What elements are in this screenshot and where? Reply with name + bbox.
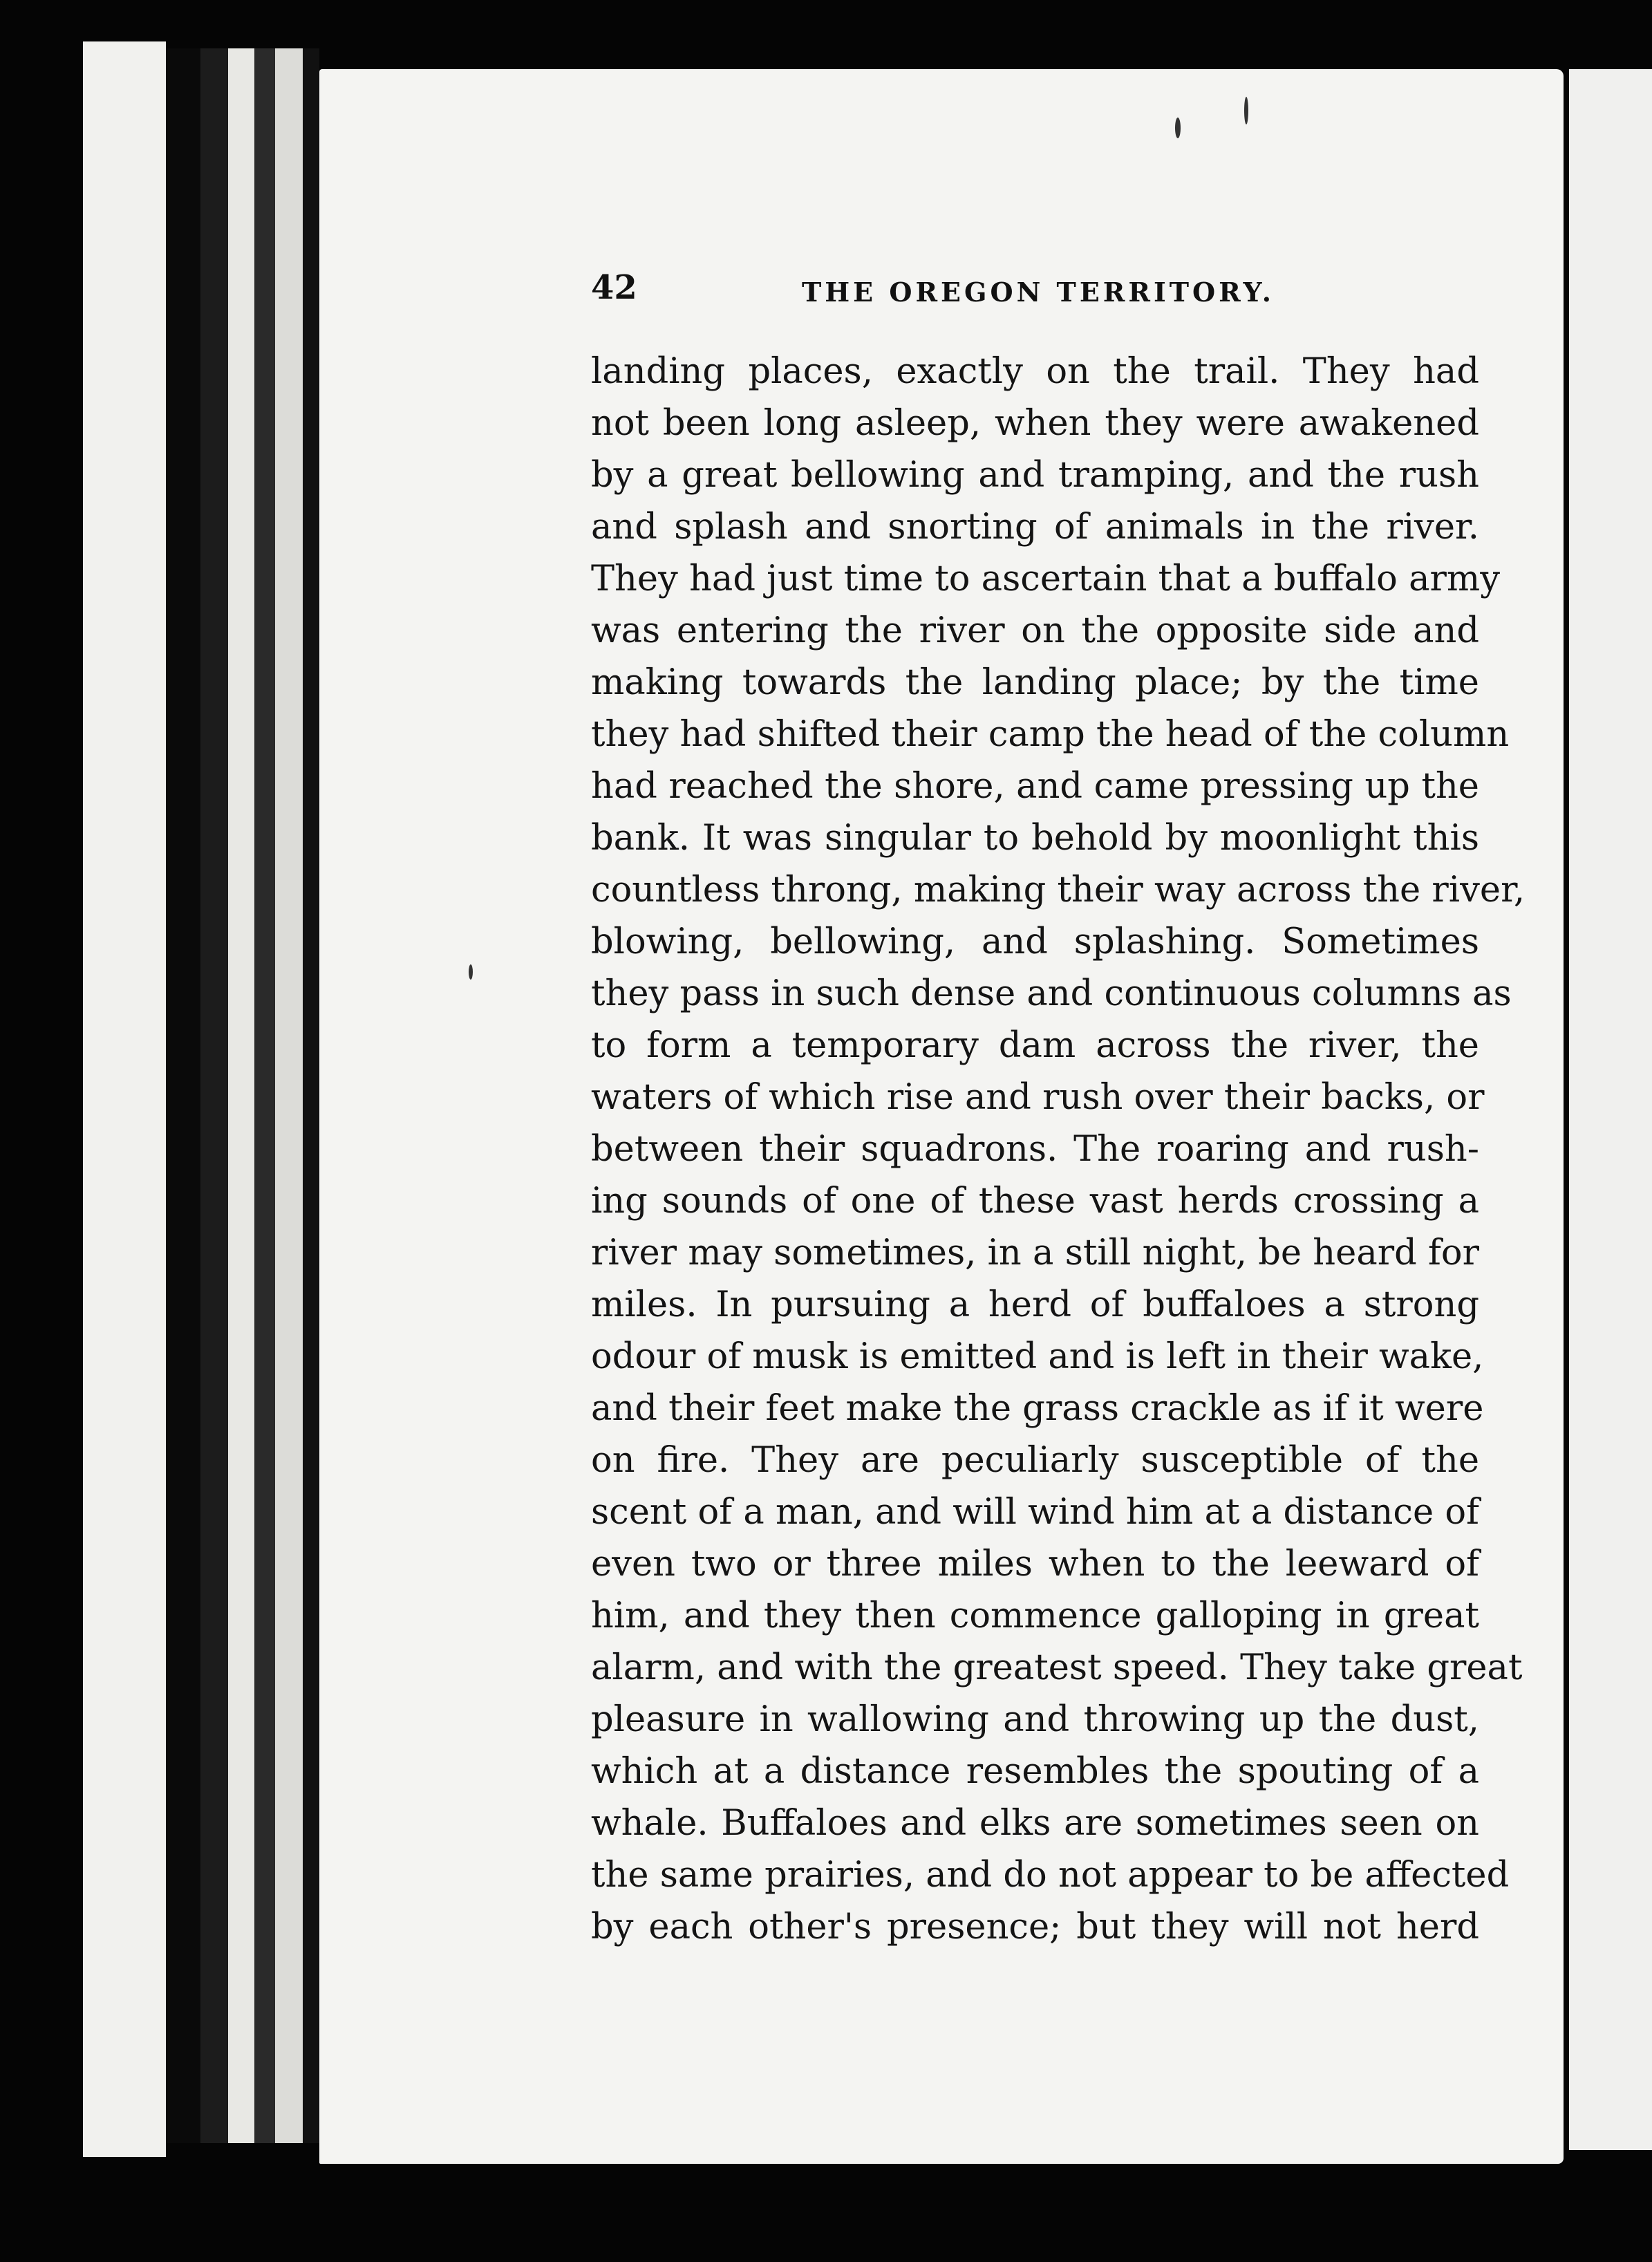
text-line: bank. It was singular to behold by moonlight this [591, 818, 1479, 859]
text-line: river may sometimes, in a still night, be heard for [591, 1233, 1479, 1273]
page-edge [166, 48, 200, 2143]
text-line: him, and they then commence galloping in great [591, 1596, 1479, 1636]
text-line: which at a distance resembles the spouting of a [591, 1751, 1479, 1792]
text-line: the same prairies, and do not appear to be affected [591, 1855, 1510, 1896]
text-line: countless throng, making their way across the river, [591, 870, 1526, 910]
page-edge [303, 48, 319, 2143]
dust-speck [1244, 97, 1248, 124]
text-line: by a great bellowing and tramping, and the rush [591, 455, 1479, 496]
text-line: alarm, and with the greatest speed. They take great [591, 1647, 1523, 1688]
text-line: scent of a man, and will wind him at a distance of [591, 1492, 1479, 1533]
page-edge [228, 48, 254, 2143]
text-line: They had just time to ascertain that a buffalo army [591, 559, 1501, 599]
page-edge [200, 48, 228, 2143]
text-line: even two or three miles when to the leeward of [591, 1544, 1479, 1585]
facing-page-edge [1569, 69, 1652, 2150]
text-line: making towards the landing place; by the time [591, 662, 1479, 703]
text-line: to form a temporary dam across the river, the [591, 1025, 1479, 1066]
text-line: miles. In pursuing a herd of buffaloes a strong [591, 1284, 1479, 1325]
page-number: 42 [591, 268, 637, 307]
text-line: by each other's presence; but they will not herd [591, 1907, 1479, 1947]
text-line: between their squadrons. The roaring and rush- [591, 1129, 1479, 1170]
page-header [591, 268, 1483, 317]
page-edge [254, 48, 275, 2143]
text-line: and their feet make the grass crackle as if it were [591, 1388, 1484, 1429]
page-edge [275, 48, 303, 2143]
text-line: not been long asleep, when they were awakened [591, 403, 1479, 444]
dust-speck [469, 964, 473, 980]
body-text [591, 346, 1526, 1953]
text-line: and splash and snorting of animals in the river. [591, 507, 1479, 548]
text-line: they had shifted their camp the head of the column [591, 714, 1510, 755]
text-line: landing places, exactly on the trail. They had [591, 351, 1479, 392]
text-line: ing sounds of one of these vast herds crossing a [591, 1181, 1479, 1222]
text-line: was entering the river on the opposite side and [591, 610, 1479, 651]
text-line: waters of which rise and rush over their backs, or [591, 1077, 1485, 1118]
text-line: odour of musk is emitted and is left in their wake, [591, 1336, 1484, 1377]
page-edge [83, 41, 166, 2157]
text-line: whale. Buffaloes and elks are sometimes seen on [591, 1803, 1479, 1844]
text-line: had reached the shore, and came pressing up the [591, 766, 1479, 807]
text-line: they pass in such dense and continuous columns as [591, 973, 1512, 1014]
dust-speck [1175, 118, 1181, 138]
text-line: pleasure in wallowing and throwing up the dust, [591, 1699, 1479, 1740]
text-line: on fire. They are peculiarly susceptible of the [591, 1440, 1479, 1481]
running-head: THE OREGON TERRITORY. [802, 277, 1275, 308]
text-line: blowing, bellowing, and splashing. Sometimes [591, 922, 1479, 962]
